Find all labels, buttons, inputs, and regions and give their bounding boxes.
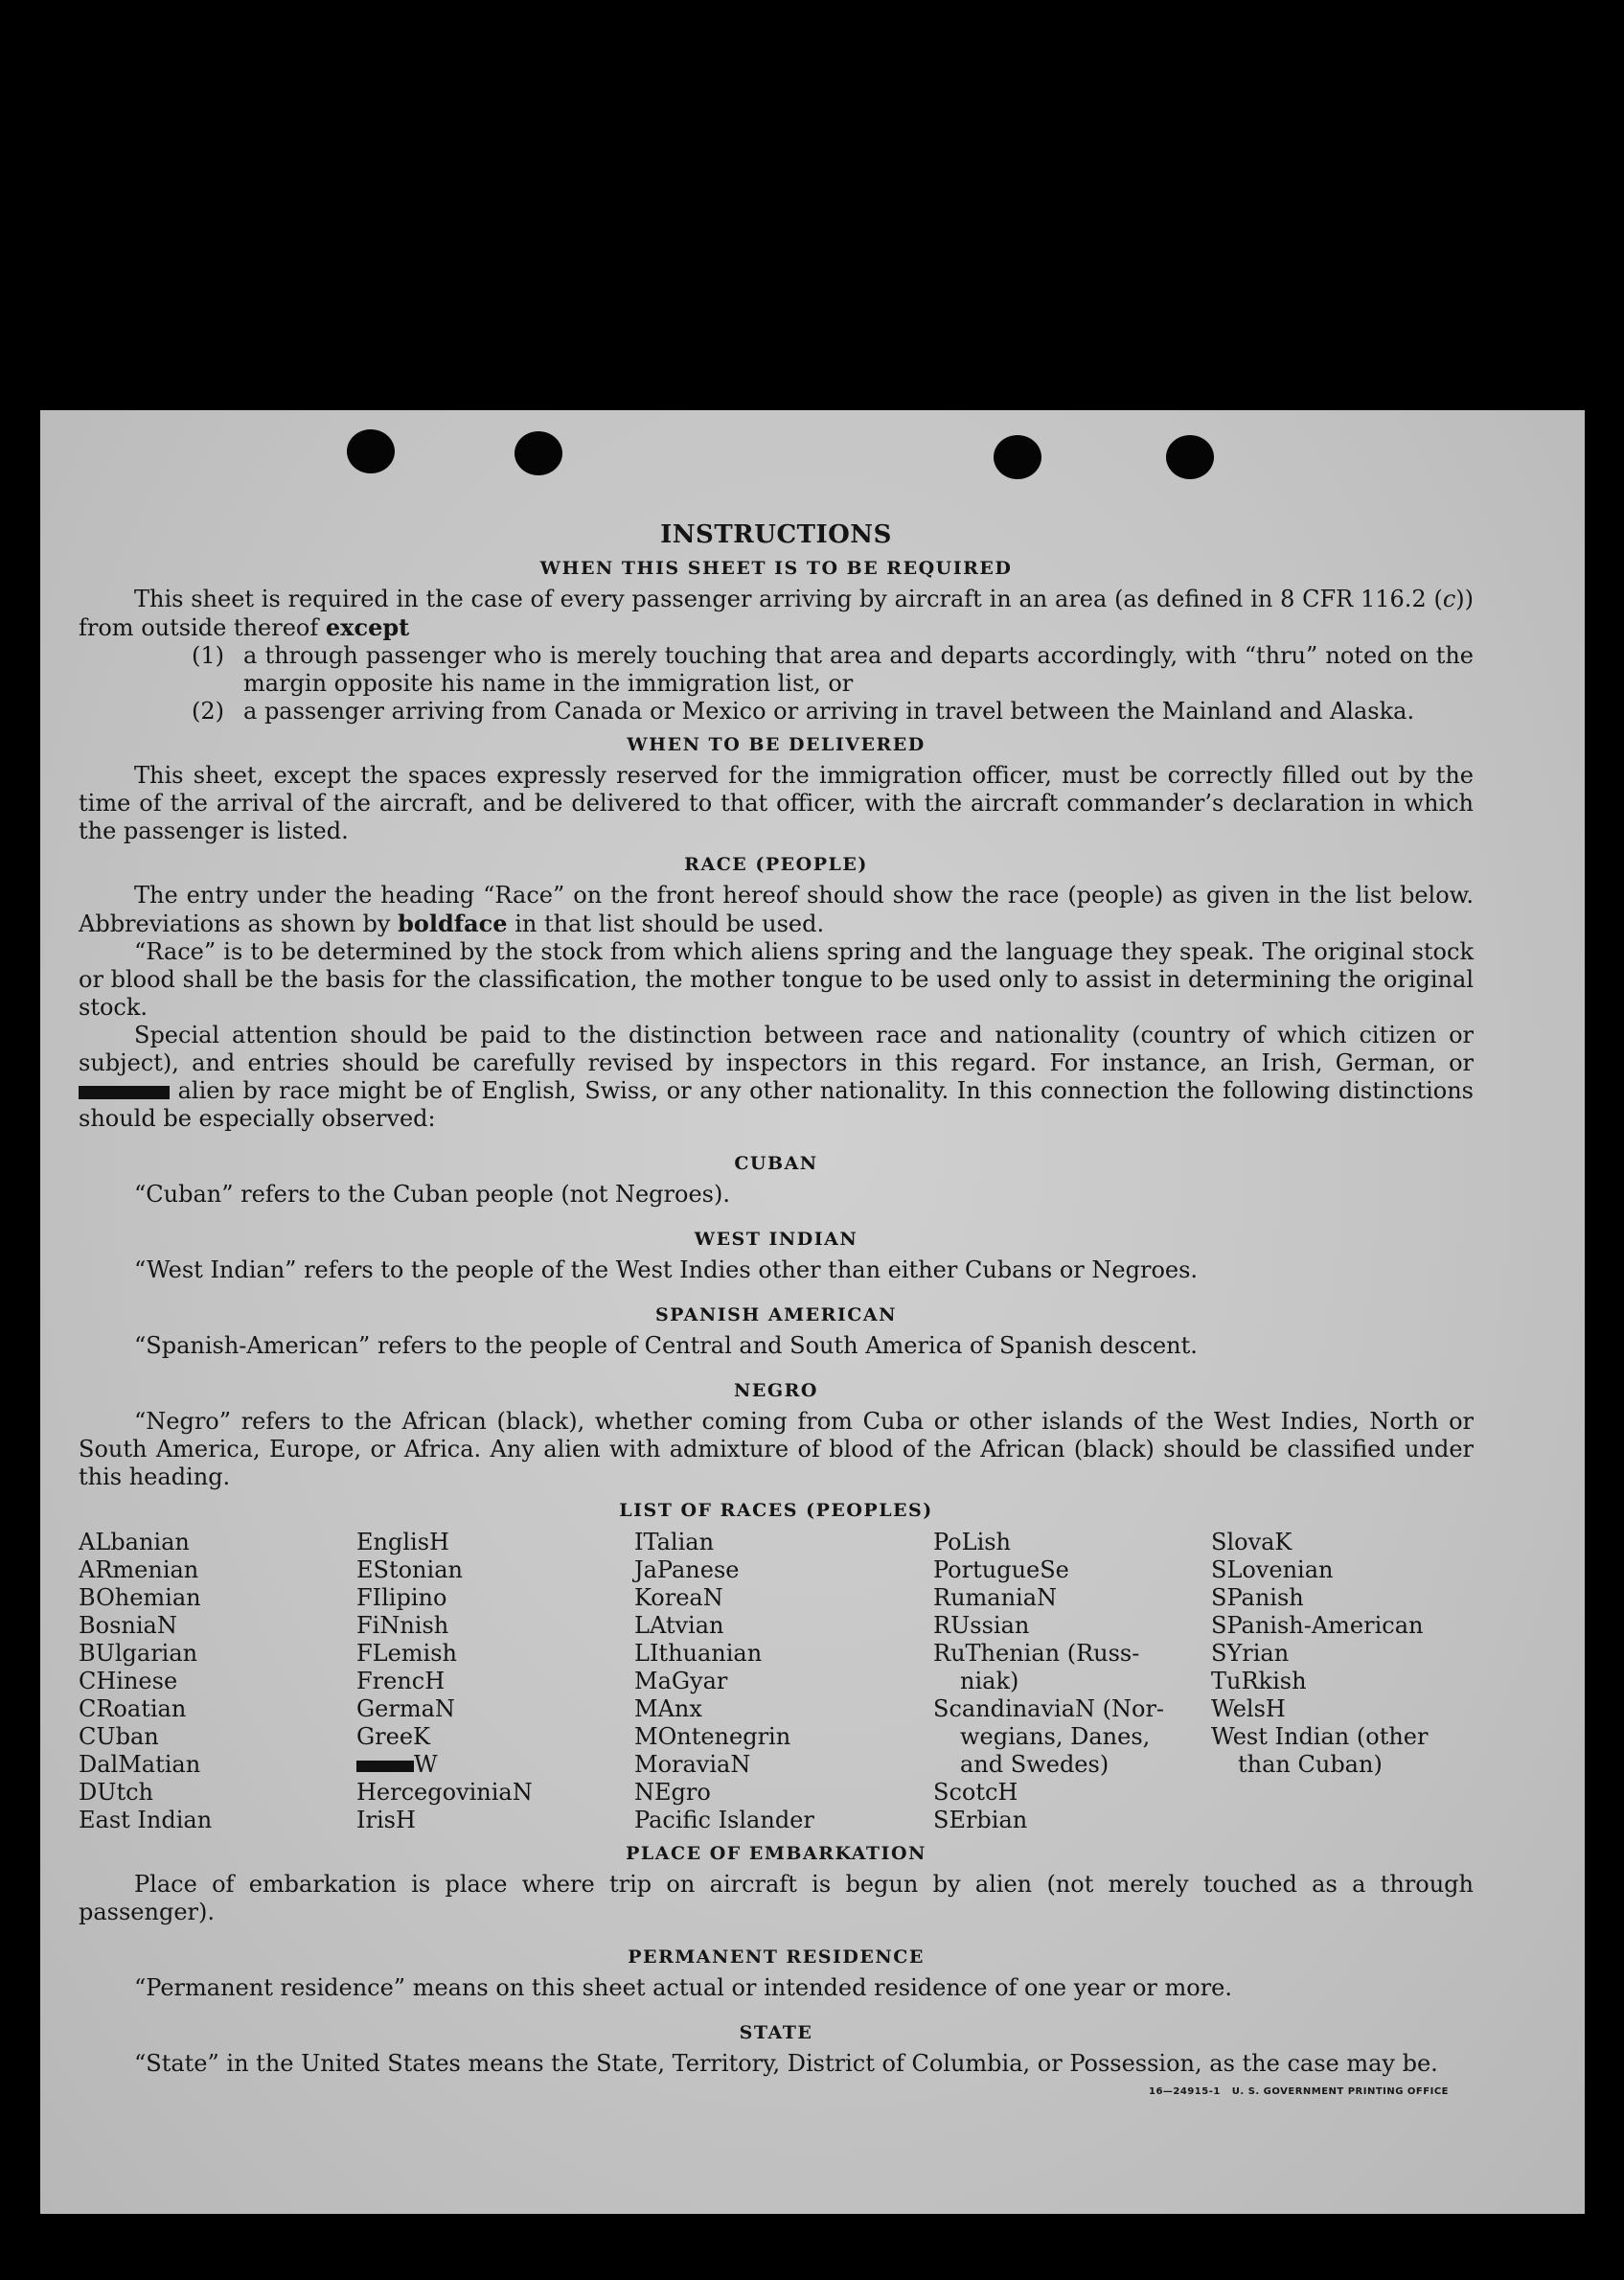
race-entry: RumaniaN <box>933 1584 1058 1611</box>
race-entry: FIlipino <box>356 1584 447 1611</box>
race-entry: West Indian (other <box>1211 1723 1429 1750</box>
race-entry: SPanish <box>1211 1584 1304 1611</box>
races-list <box>79 1529 1474 1834</box>
race-entry: BosniaN <box>79 1612 177 1639</box>
section-heading-permanent-residence: PERMANENT RESIDENCE <box>628 1946 925 1968</box>
punch-hole <box>1166 435 1214 479</box>
race-entry: LIthuanian <box>634 1640 763 1667</box>
paragraph-west-indian: “West Indian” refers to the people of the West Indies other than either Cubans or Negroes. <box>134 1256 1199 1283</box>
section-heading-when-required: WHEN THIS SHEET IS TO BE REQUIRED <box>539 558 1013 579</box>
section-heading-race: RACE (PEOPLE) <box>684 854 868 875</box>
item-number: (1) <box>192 642 224 669</box>
section-heading-cuban: CUBAN <box>734 1153 818 1174</box>
section-heading-races-list: LIST OF RACES (PEOPLES) <box>619 1500 933 1521</box>
race-entry-continued: and Swedes) <box>960 1751 1109 1778</box>
race-entry: ScotcH <box>933 1779 1018 1806</box>
document-body <box>79 521 1474 2109</box>
race-entry: NEgro <box>634 1779 711 1806</box>
race-entry: EnglisH <box>356 1529 449 1555</box>
redaction-mark <box>356 1761 414 1772</box>
paragraph-cuban: “Cuban” refers to the Cuban people (not Negroes). <box>134 1181 730 1208</box>
paragraph-race-1: The entry under the heading “Race” on the front hereof should show the race (people) as given in the list below. Abbreviations as shown by boldface in that list should be used. <box>79 882 1474 937</box>
race-entry: TuRkish <box>1211 1668 1307 1694</box>
races-column <box>933 1529 1211 1834</box>
paragraph-race-2: “Race” is to be determined by the stock from which aliens spring and the language they speak. The original stock or blood shall be the basis for the classification, the mother tongue to be used only to assist in determining the original stock. <box>79 938 1474 1021</box>
paragraph-state: “State” in the United States means the State, Territory, District of Columbia, or Possession, as the case may be. <box>134 2050 1438 2077</box>
race-entry: East Indian <box>79 1807 213 1833</box>
race-entry-redacted: W <box>356 1751 634 1779</box>
race-entry: HercegoviniaN <box>356 1779 533 1806</box>
race-entry: BUlgarian <box>79 1640 198 1667</box>
paragraph-embarkation: Place of embarkation is place where trip on aircraft is begun by alien (not merely touched as a through passenger). <box>79 1871 1474 1925</box>
race-entry-continued: niak) <box>960 1668 1019 1694</box>
race-entry: CRoatian <box>79 1695 187 1722</box>
race-entry: SErbian <box>933 1807 1028 1833</box>
race-entry: Pacific Islander <box>634 1807 814 1833</box>
race-entry: WelsH <box>1211 1695 1286 1722</box>
section-heading-negro: NEGRO <box>734 1380 818 1401</box>
list-item <box>192 642 1474 698</box>
item-text: a through passenger who is merely touching that area and departs accordingly, with “thru” noted on the margin opposite his name in the immigration list, or <box>243 642 1474 697</box>
race-entry: LAtvian <box>634 1612 724 1639</box>
paragraph-race-3: Special attention should be paid to the distinction between race and nationality (country of which citizen or subject), and entries should be carefully revised by inspectors in this regard. For instance, an Irish, German, or alien by race might be of English, Swiss, or any other nationality. In this connection the following distinctions should be especially observed: <box>79 1022 1474 1132</box>
race-entry: FiNnish <box>356 1612 449 1639</box>
race-entry: ScandinaviaN (Nor- <box>933 1695 1165 1722</box>
races-column <box>1211 1529 1470 1834</box>
race-entry-continued: than Cuban) <box>1238 1751 1383 1778</box>
race-entry: FrencH <box>356 1668 446 1694</box>
section-heading-west-indian: WEST INDIAN <box>694 1229 858 1250</box>
race-entry: KoreaN <box>634 1584 723 1611</box>
races-column <box>356 1529 634 1834</box>
race-entry: ALbanian <box>79 1529 190 1555</box>
printer-imprint: 16—24915-1 U. S. GOVERNMENT PRINTING OFFICE <box>1149 2086 1449 2097</box>
race-entry: CHinese <box>79 1668 178 1694</box>
race-entry: RUssian <box>933 1612 1030 1639</box>
race-entry: DalMatian <box>79 1751 201 1778</box>
punch-hole <box>347 429 395 473</box>
section-heading-when-delivered: WHEN TO BE DELIVERED <box>627 734 926 755</box>
race-entry: SYrian <box>1211 1640 1290 1667</box>
race-entry: MoraviaN <box>634 1751 751 1778</box>
paragraph-when-required: This sheet is required in the case of every passenger arriving by aircraft in an area (as defined in 8 CFR 116.2 (c)) from outside thereof except <box>79 586 1474 641</box>
paragraph-permanent-residence: “Permanent residence” means on this sheet actual or intended residence of one year or more. <box>134 1974 1232 2001</box>
race-entry: GermaN <box>356 1695 455 1722</box>
race-entry: DUtch <box>79 1779 154 1806</box>
race-entry: ITalian <box>634 1529 715 1555</box>
item-number: (2) <box>192 698 224 725</box>
race-entry: MOntenegrin <box>634 1723 791 1750</box>
item-text: a passenger arriving from Canada or Mexico or arriving in travel between the Mainland and Alaska. <box>243 698 1415 725</box>
paragraph-when-delivered: This sheet, except the spaces expressly reserved for the immigration officer, must be correctly filled out by the time of the arrival of the aircraft, and be delivered to that officer, with the aircraft commander’s declaration in which the passenger is listed. <box>79 762 1474 844</box>
race-entry: GreeK <box>356 1723 430 1750</box>
race-entry: SLovenian <box>1211 1556 1334 1583</box>
race-entry: PortugueSe <box>933 1556 1069 1583</box>
race-entry: CUban <box>79 1723 159 1750</box>
document-sheet <box>40 410 1585 2214</box>
race-entry: ARmenian <box>79 1556 199 1583</box>
section-heading-embarkation: PLACE OF EMBARKATION <box>626 1843 926 1864</box>
races-column <box>634 1529 933 1834</box>
race-entry: FLemish <box>356 1640 457 1667</box>
race-entry: EStonian <box>356 1556 463 1583</box>
race-entry: MaGyar <box>634 1668 728 1694</box>
race-entry: PoLish <box>933 1529 1012 1555</box>
section-heading-spanish-american: SPANISH AMERICAN <box>654 1304 898 1325</box>
races-column <box>79 1529 356 1834</box>
paragraph-negro: “Negro” refers to the African (black), whether coming from Cuba or other islands of the West Indies, North or South America, Europe, or Africa. Any alien with admixture of blood of the African (black) should be classified under this heading. <box>79 1408 1474 1490</box>
page-title: INSTRUCTIONS <box>660 520 892 549</box>
punch-hole <box>994 435 1041 479</box>
race-entry: SlovaK <box>1211 1529 1292 1555</box>
race-entry: RuThenian (Russ- <box>933 1640 1140 1667</box>
race-entry: BOhemian <box>79 1584 201 1611</box>
footer <box>79 2078 1474 2109</box>
section-heading-state: STATE <box>739 2022 813 2043</box>
list-item <box>192 698 1474 725</box>
paragraph-spanish-american: “Spanish-American” refers to the people of Central and South America of Spanish descent. <box>134 1332 1198 1359</box>
race-entry: SPanish-American <box>1211 1612 1424 1639</box>
redaction-mark <box>79 1086 170 1099</box>
race-entry: IrisH <box>356 1807 416 1833</box>
race-entry: JaPanese <box>634 1556 740 1583</box>
punch-hole <box>515 431 562 475</box>
race-entry-continued: wegians, Danes, <box>960 1723 1151 1750</box>
race-entry: MAnx <box>634 1695 702 1722</box>
